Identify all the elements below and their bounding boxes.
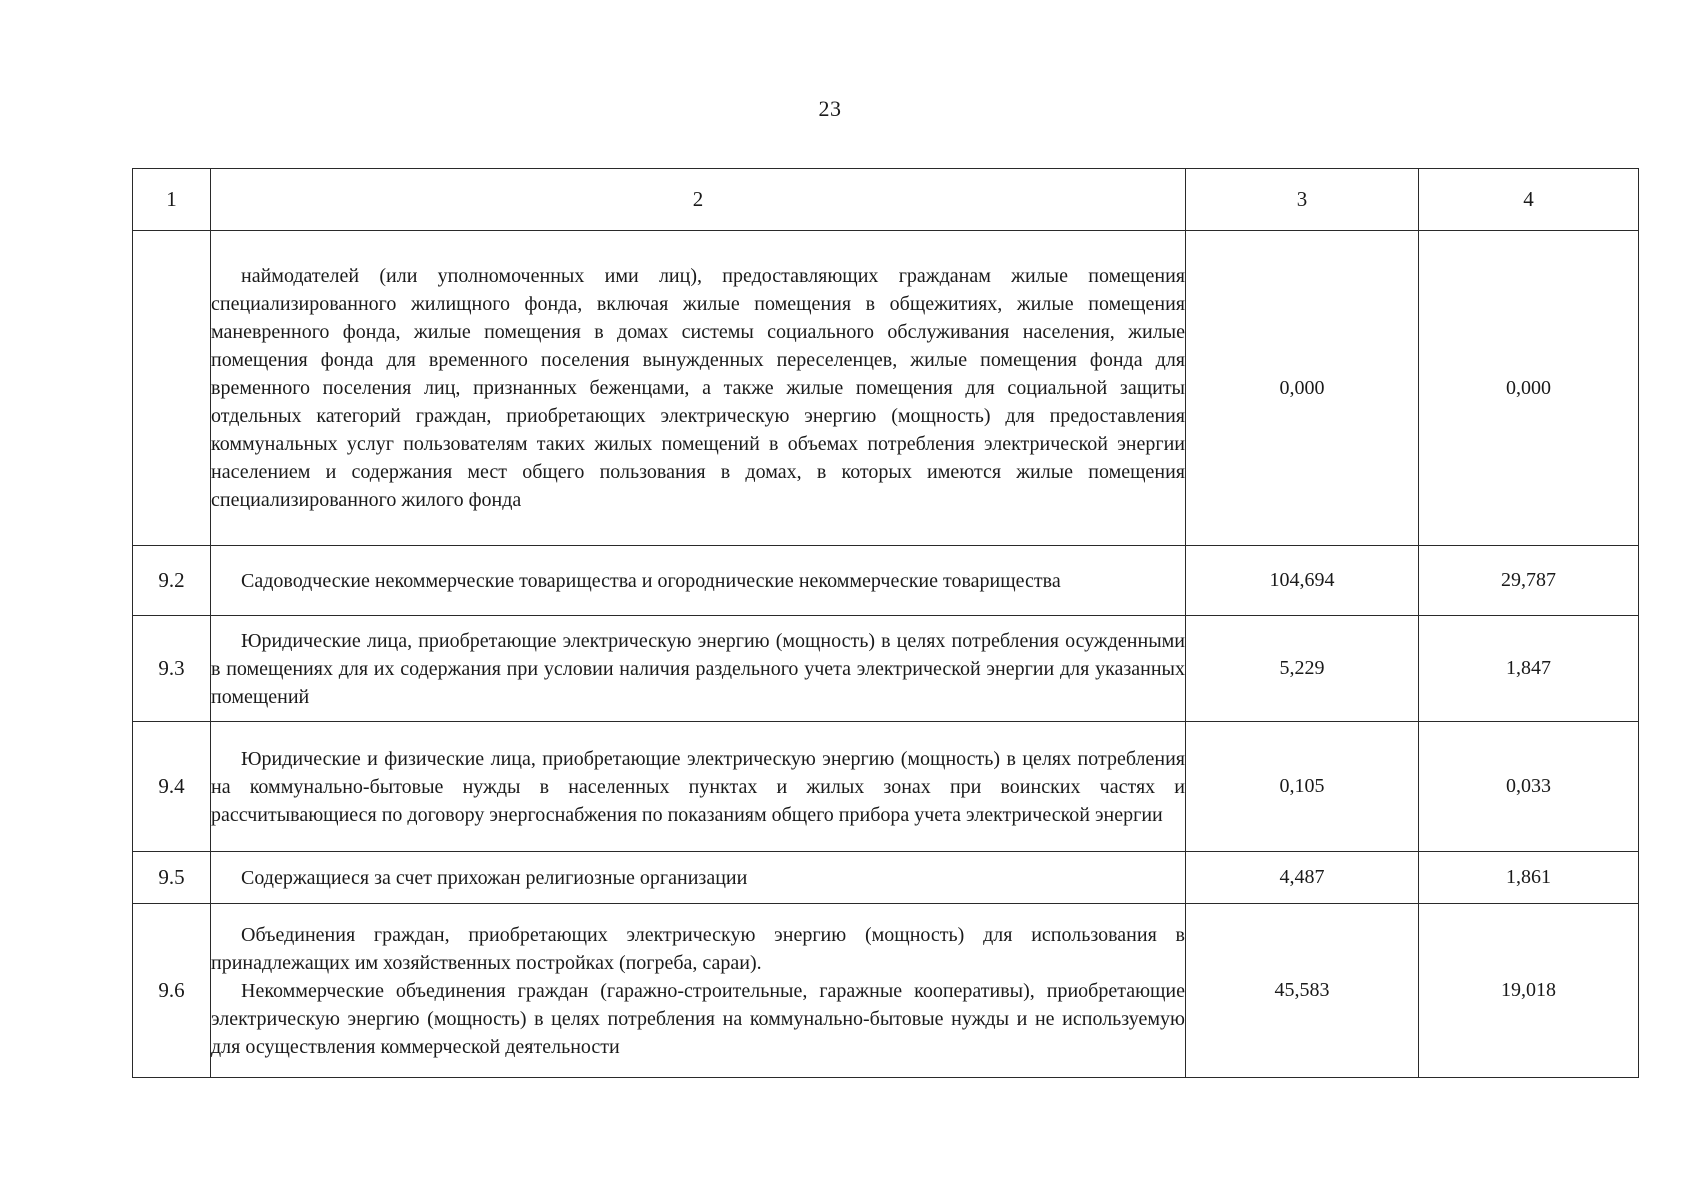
table-row: [133, 722, 1639, 852]
description-paragraph: Садоводческие некоммерческие товарищества и огороднические некоммерческие товарищества: [241, 569, 1061, 592]
table-row: [133, 852, 1639, 904]
row-value-col4: 29,787: [1419, 546, 1639, 616]
row-description: [211, 722, 1186, 852]
row-number: 9.5: [133, 852, 211, 904]
description-paragraph: Юридические и физические лица, приобретающие электрическую энергию (мощность) в целях потребления на коммунально-бытовые нужды в населенных пунктах и жилых зонах при воинских частях и рассчитывающиеся по договору энергоснабжения по показаниям общего прибора учета электрической энергии: [211, 747, 1185, 826]
row-number: 9.3: [133, 616, 211, 722]
description-paragraph: наймодателей (или уполномоченных ими лиц), предоставляющих гражданам жилые помещения специализированного жилищного фонда, включая жилые помещения в общежитиях, жилые помещения маневренного фонда, жилые помещения в домах системы социального обслуживания населения, жилые помещения фонда для временного поселения вынужденных переселенцев, жилые помещения фонда для временного поселения лиц, признанных беженцами, а также жилые помещения для социальной защиты отдельных категорий граждан, приобретающих электрическую энергию (мощность) для предоставления коммунальных услуг пользователям таких жилых помещений в объемах потребления электрической энергии населением и содержания мест общего пользования в домах, в которых имеются жилые помещения специализированного жилого фонда: [211, 265, 1185, 511]
row-value-col3: 104,694: [1186, 546, 1419, 616]
description-paragraph: Юридические лица, приобретающие электрическую энергию (мощность) в целях потребления осужденными в помещениях для их содержания при условии наличия раздельного учета электрической энергии для указанных помещений: [211, 629, 1185, 708]
row-value-col3: 45,583: [1186, 904, 1419, 1078]
row-description: [211, 546, 1186, 616]
row-description: [211, 904, 1186, 1078]
page-number: 23: [818, 96, 842, 121]
row-value-col4: 0,000: [1419, 231, 1639, 546]
row-value-col4: 0,033: [1419, 722, 1639, 852]
row-value-col4: 1,847: [1419, 616, 1639, 722]
row-number: 9.2: [133, 546, 211, 616]
row-value-col3: 0,000: [1186, 231, 1419, 546]
header-col-3: 3: [1186, 169, 1419, 231]
description-paragraph: Некоммерческие объединения граждан (гаражно-строительные, гаражные кооперативы), приобретающие электрическую энергию (мощность) в целях потребления на коммунально-бытовые нужды и не используемую для осуществления коммерческой деятельности: [211, 979, 1185, 1058]
description-paragraph: Объединения граждан, приобретающих электрическую энергию (мощность) для использования в принадлежащих им хозяйственных постройках (погреба, сараи).: [211, 923, 1185, 974]
row-number: [133, 231, 211, 546]
header-col-2: 2: [211, 169, 1186, 231]
row-number: 9.4: [133, 722, 211, 852]
row-value-col4: 1,861: [1419, 852, 1639, 904]
row-value-col3: 0,105: [1186, 722, 1419, 852]
row-value-col4: 19,018: [1419, 904, 1639, 1078]
row-value-col3: 4,487: [1186, 852, 1419, 904]
row-description: [211, 616, 1186, 722]
table-header-row: [133, 169, 1639, 231]
row-value-col3: 5,229: [1186, 616, 1419, 722]
row-number: 9.6: [133, 904, 211, 1078]
table-row: [133, 231, 1639, 546]
table-row: [133, 546, 1639, 616]
description-paragraph: Содержащиеся за счет прихожан религиозные организации: [241, 866, 748, 889]
tariff-table: [132, 168, 1639, 1078]
table-row: [133, 616, 1639, 722]
table-row: [133, 904, 1639, 1078]
row-description: [211, 852, 1186, 904]
row-description: [211, 231, 1186, 546]
header-col-1: 1: [133, 169, 211, 231]
header-col-4: 4: [1419, 169, 1639, 231]
